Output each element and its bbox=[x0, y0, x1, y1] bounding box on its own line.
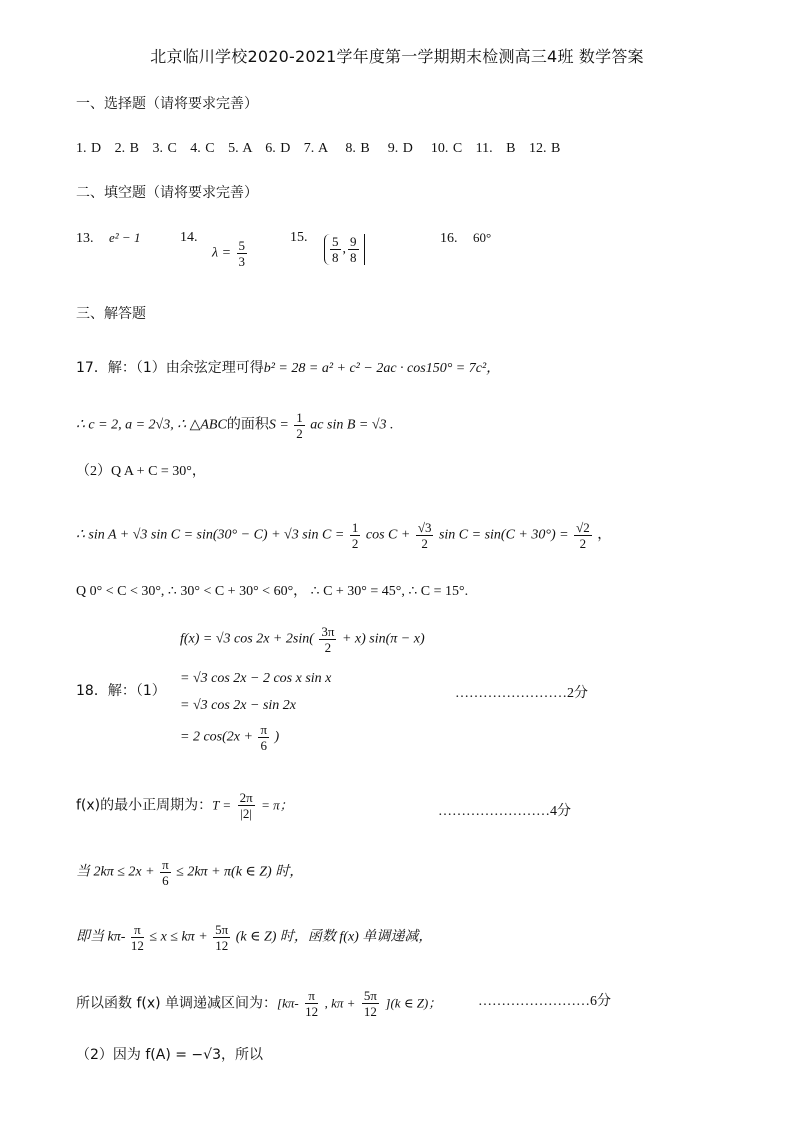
q18-f-line2 bbox=[180, 670, 331, 688]
q16-label: 16. bbox=[440, 231, 458, 246]
q17-line2 bbox=[76, 410, 394, 441]
q18-int-frac2 bbox=[362, 988, 379, 1019]
q17-sides: ∴ c = 2, a = 2√3, ∴ △ABC bbox=[76, 417, 227, 433]
q15-frac2 bbox=[348, 234, 359, 265]
q18-int-c: , kπ + bbox=[324, 995, 356, 1011]
q18-int-f1n: π bbox=[305, 988, 318, 1004]
q18-dec-f2n: 5π bbox=[215, 922, 229, 937]
fill-q13 bbox=[76, 229, 140, 248]
q18-score-3: ……………………6分 bbox=[478, 994, 611, 1009]
q18-int-a: 所以函数 f(x) 单调递减区间为： bbox=[76, 995, 278, 1012]
q18-int-b: [kπ- bbox=[277, 995, 299, 1011]
q18-f4-num: π bbox=[260, 722, 268, 737]
fill-q16 bbox=[440, 229, 491, 248]
q17-f1n: 1 bbox=[351, 520, 359, 535]
q17-f2n: √3 bbox=[417, 520, 432, 535]
section-heading-choice: 一、选择题（请将要求完善） bbox=[76, 96, 258, 112]
q17-f1d: 2 bbox=[351, 536, 359, 551]
q18-f1-den: 2 bbox=[324, 640, 332, 655]
fill-q14 bbox=[180, 229, 198, 247]
q13-label: 13. bbox=[76, 231, 94, 246]
q17-frac-sqrt2 bbox=[574, 520, 592, 551]
q18-dec-f1n: π bbox=[131, 922, 144, 938]
q18-int-f2n: 5π bbox=[363, 988, 377, 1003]
q18-cond-frac bbox=[160, 857, 171, 888]
q18-f-line3 bbox=[180, 697, 296, 715]
q18-dec-b: ≤ x ≤ kπ + bbox=[149, 929, 208, 945]
q15-d1: 8 bbox=[332, 250, 339, 265]
q18-dec-a: 即当 kπ- bbox=[76, 929, 126, 945]
q18-f3: = √3 cos 2x − sin 2x bbox=[180, 698, 297, 713]
q18-cond-b: ≤ 2kπ + π(k ∈ Z) 时， bbox=[176, 864, 304, 880]
q17-half bbox=[294, 410, 305, 441]
q17-line1 bbox=[76, 359, 500, 378]
q17-area-text: 的面积 bbox=[226, 416, 269, 433]
q17-half-den: 2 bbox=[296, 426, 303, 441]
q18-decreasing bbox=[76, 922, 432, 953]
q17-sum-b: cos C + bbox=[365, 527, 411, 543]
q15-interval: $\frac{5}{8}$ , $\frac{9}{8}$ bbox=[324, 234, 365, 265]
q17-line4 bbox=[76, 520, 611, 551]
q18-interval bbox=[76, 988, 441, 1019]
q18-f4-a: = 2 cos(2x + bbox=[180, 729, 253, 745]
q17-area-formula: ac sin B = √3 . bbox=[310, 417, 394, 433]
q18-score-2: ……………………4分 bbox=[438, 804, 571, 819]
q17-frac-half bbox=[350, 520, 361, 551]
fill-q15-answer bbox=[324, 234, 365, 265]
q17-comma: ， bbox=[597, 527, 612, 543]
q18-part2 bbox=[76, 1046, 263, 1064]
q18-label: 18．解：（1） bbox=[76, 683, 166, 699]
q18-part2-text: （2）因为 f(A) = −√3，所以 bbox=[76, 1047, 263, 1063]
q14-fraction bbox=[237, 238, 248, 269]
q18-int-f2d: 12 bbox=[363, 1004, 377, 1019]
q17-intro: 17．解：（1）由余弦定理可得 bbox=[76, 360, 264, 376]
q18-f4-b: ) bbox=[274, 729, 280, 745]
q17-f3d: 2 bbox=[579, 536, 587, 551]
q15-label: 15. bbox=[290, 230, 308, 245]
q17-half-num: 1 bbox=[296, 410, 303, 425]
q18-period-tail: = π； bbox=[261, 797, 293, 813]
q17-sum-a: ∴ sin A + √3 sin C = sin(30° − C) + √3 sin C = bbox=[76, 527, 345, 543]
q18-period-text: f(x)的最小正周期为： bbox=[76, 797, 213, 814]
q18-f1-a: f(x) = √3 cos 2x + 2sin( bbox=[180, 631, 314, 647]
q18-period-num: 2π bbox=[239, 790, 253, 805]
q17-S: S = bbox=[268, 417, 289, 433]
page-title: 北京临川学校2020-2021学年度第一学期期末检测高三4班 数学答案 bbox=[150, 47, 644, 66]
q18-condition bbox=[76, 857, 303, 888]
q17-f2d: 2 bbox=[421, 536, 428, 551]
q13-answer: e² − 1 bbox=[109, 230, 141, 245]
q18-period-frac bbox=[238, 790, 255, 821]
q18-dec-frac1 bbox=[131, 922, 144, 953]
q17-cosine-law: b² = 28 = a² + c² − 2ac · cos150° = 7c²， bbox=[263, 361, 501, 376]
q18-dec-frac2 bbox=[213, 922, 230, 953]
q14-lhs: λ = bbox=[212, 245, 232, 261]
q18-f-line4 bbox=[180, 722, 279, 753]
q18-int-frac1 bbox=[305, 988, 318, 1019]
q14-label: 14. bbox=[180, 230, 198, 245]
q18-f1-num: 3π bbox=[321, 624, 335, 639]
q18-f4-den: 6 bbox=[260, 738, 267, 753]
q18-f4-frac bbox=[258, 722, 269, 753]
q15-d2: 8 bbox=[350, 250, 357, 265]
section-heading-fill: 二、填空题（请将要求完善） bbox=[76, 185, 258, 201]
q15-n1: 5 bbox=[332, 234, 339, 249]
fill-q14-answer bbox=[212, 238, 249, 269]
multiple-choice-answers: 1. D 2. B 3. C 4. C 5. A 6. D 7. A 8. B 9. D 10. C 11. B 12. B bbox=[76, 141, 561, 156]
q18-f1-b: + x) sin(π − x) bbox=[341, 631, 425, 647]
q14-num: 5 bbox=[238, 238, 246, 253]
q18-cond-den: 6 bbox=[162, 873, 169, 888]
q17-sum-c: sin C = sin(C + 30°) = bbox=[438, 527, 569, 543]
q18-cond-a: 当 2kπ ≤ 2x + bbox=[76, 864, 155, 880]
q15-frac1 bbox=[330, 234, 341, 265]
q18-period-den: |2| bbox=[240, 806, 253, 821]
q18-score-1: ……………………2分 bbox=[455, 686, 588, 701]
fill-q15 bbox=[290, 229, 308, 247]
q14-den: 3 bbox=[238, 254, 246, 269]
q17-part2: （2）Q A + C = 30°， bbox=[76, 464, 206, 479]
q18-period bbox=[76, 790, 293, 821]
q17-line5: Q 0° < C < 30°, ∴ 30° < C + 30° < 60°， ∴ C + 30° = 45°, ∴ C = 15°. bbox=[76, 584, 469, 599]
q18-int-d: ](k ∈ Z)； bbox=[385, 995, 442, 1011]
q18-dec-f2d: 12 bbox=[215, 938, 229, 953]
q17-f3n: √2 bbox=[576, 520, 590, 535]
q18-f-line1 bbox=[180, 624, 425, 655]
q15-n2: 9 bbox=[350, 234, 357, 249]
q18-dec-f1d: 12 bbox=[130, 938, 144, 953]
q18-dec-c: (k ∈ Z) 时，函数 f(x) 单调递减， bbox=[235, 929, 433, 945]
q18-period-T: T = bbox=[212, 797, 232, 813]
q16-answer: 60° bbox=[473, 230, 492, 245]
q17-frac-sqrt3 bbox=[416, 520, 434, 551]
section-heading-solutions: 三、解答题 bbox=[76, 306, 146, 322]
q18-int-f1d: 12 bbox=[305, 1004, 319, 1019]
q18-f2: = √3 cos 2x − 2 cos x sin x bbox=[180, 671, 332, 686]
q18-f1-frac bbox=[319, 624, 336, 655]
q18-cond-num: π bbox=[162, 857, 169, 872]
